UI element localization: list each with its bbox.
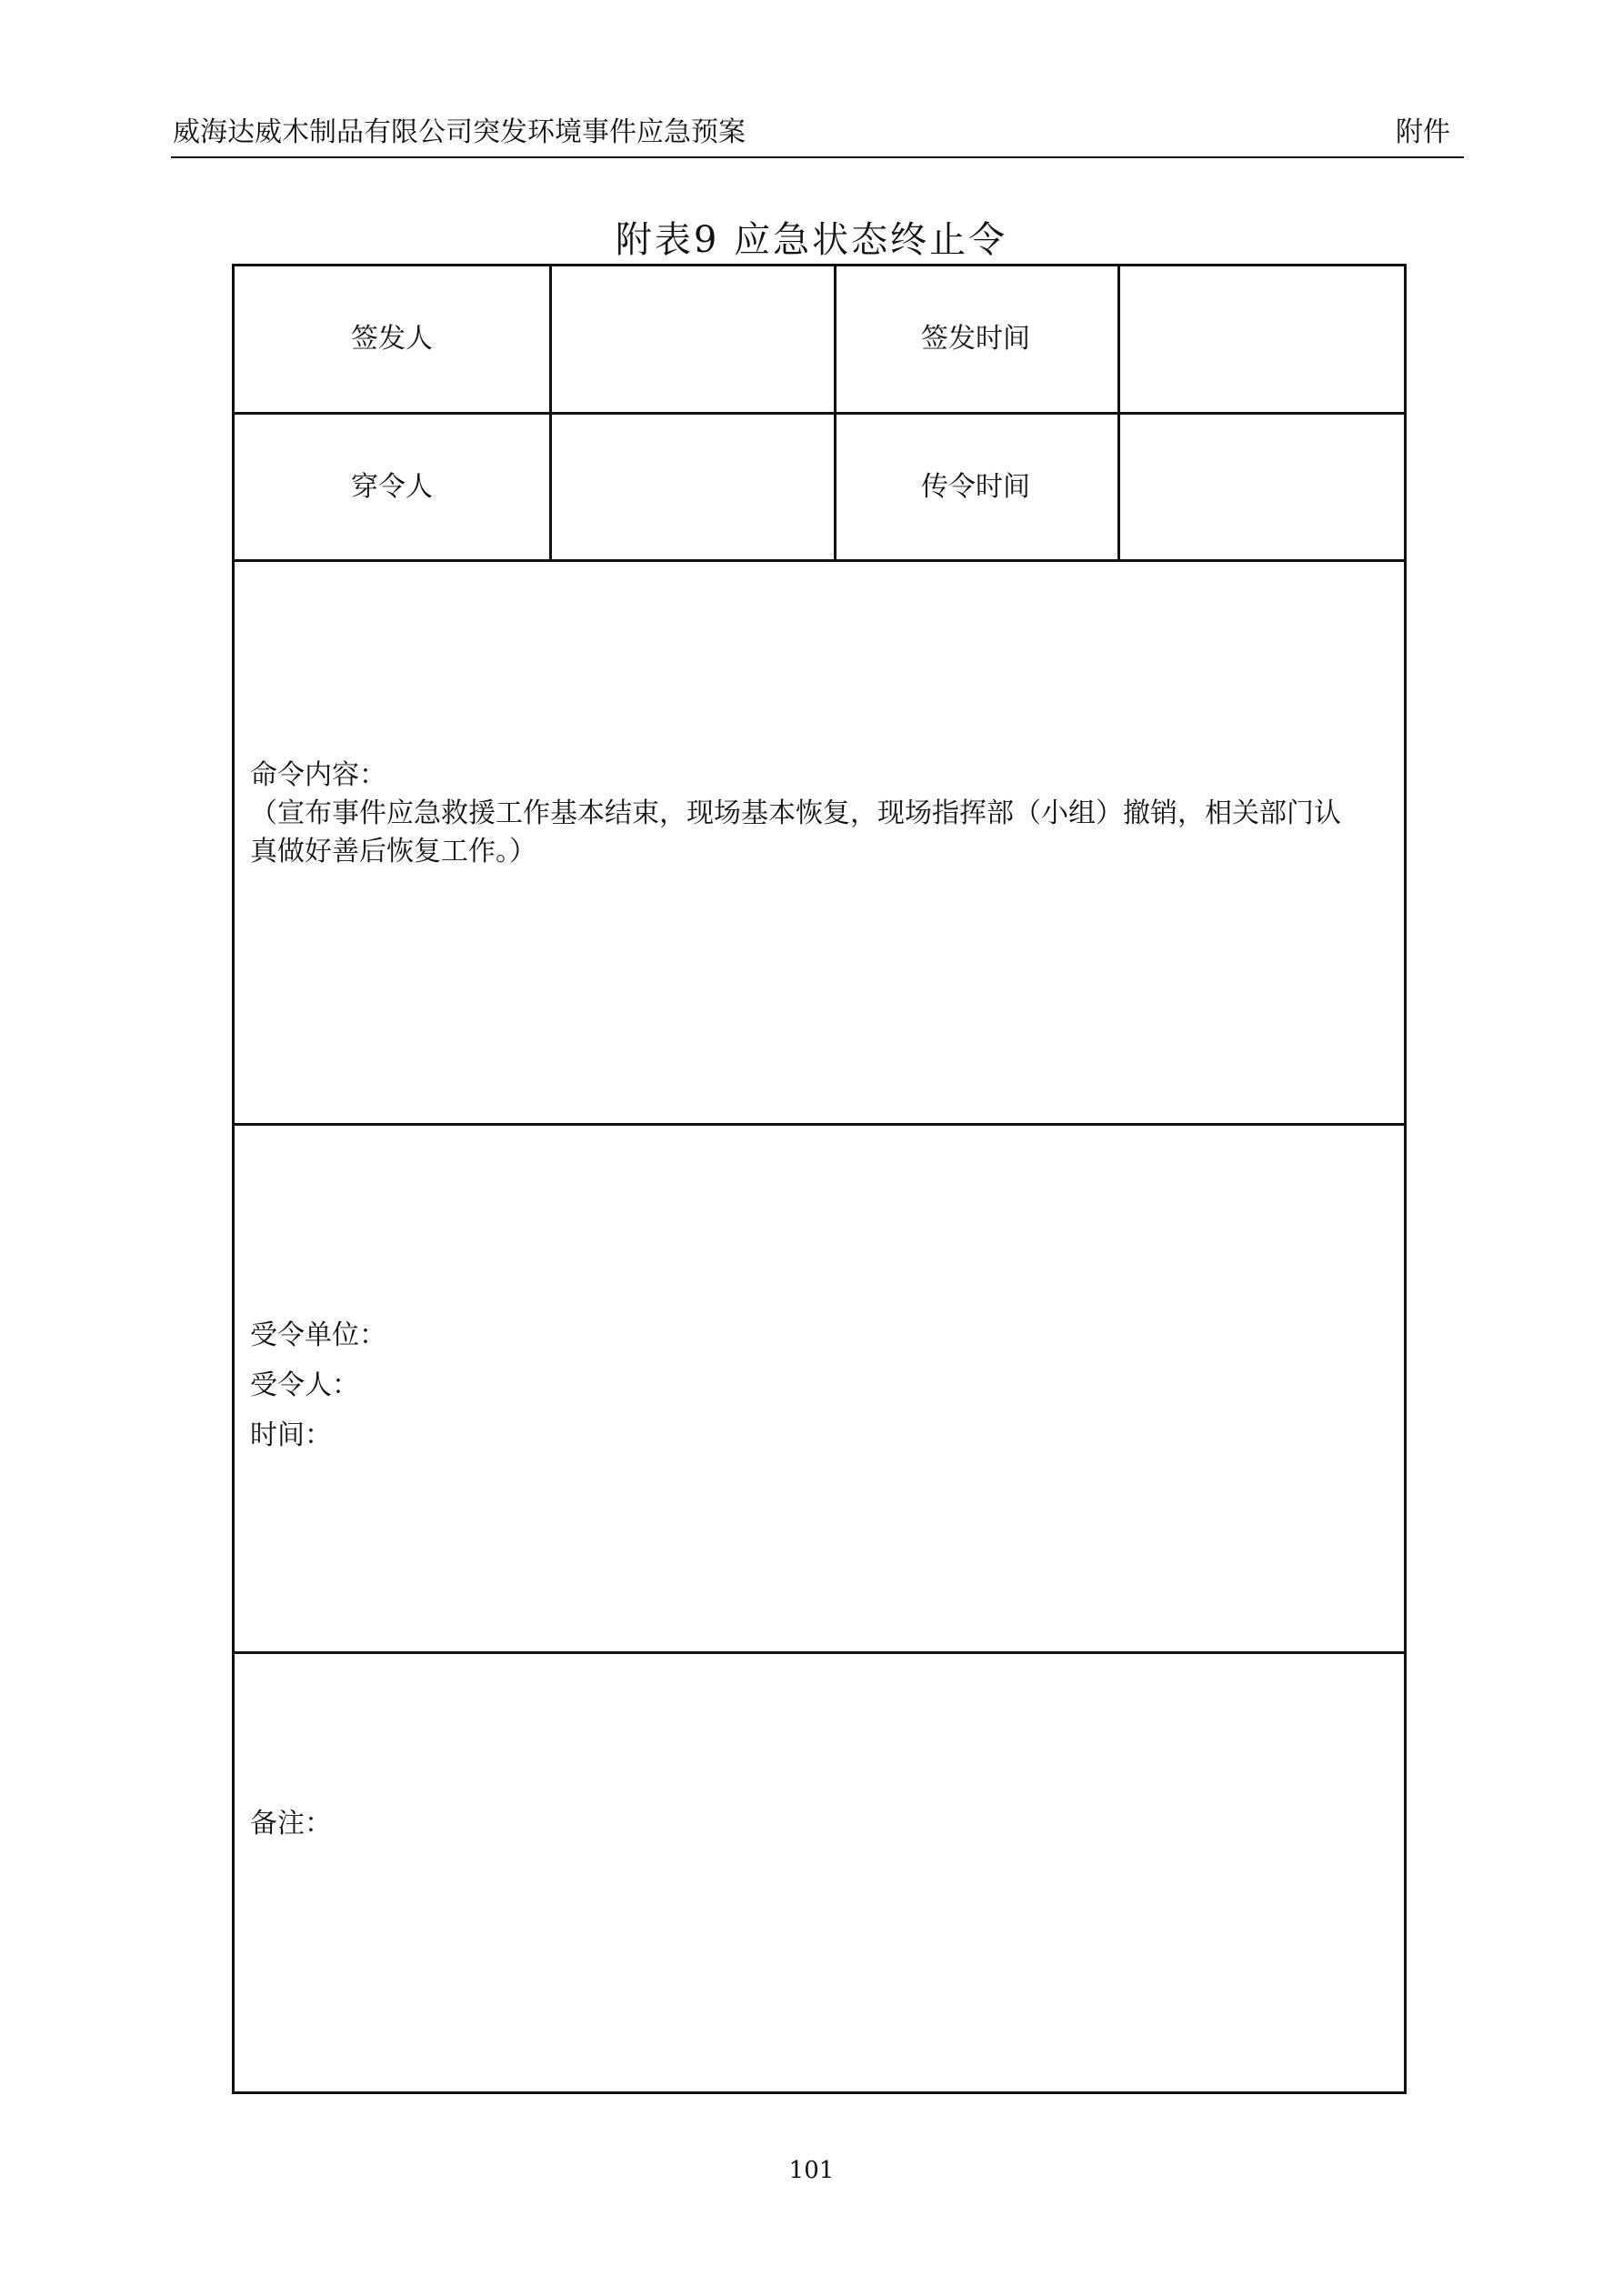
- issuer-field[interactable]: [552, 269, 831, 409]
- remarks-label: 备注：: [250, 1808, 332, 1840]
- order-content-section: [250, 757, 1341, 871]
- order-content-text-line-2: 真做好善后恢复工作。）: [250, 836, 536, 867]
- page-number: 101: [788, 2157, 835, 2184]
- order-content-text-line-1: （宣布事件应急救援工作基本结束，现场基本恢复，现场指挥部（小组）撤销，相关部门认: [250, 797, 1341, 829]
- document-header-section: 附件: [1396, 116, 1450, 148]
- termination-order-form: [232, 264, 1407, 2094]
- relayer-field[interactable]: [552, 417, 831, 556]
- issue-time-label: 签发时间: [921, 323, 1030, 355]
- receipt-section: [250, 1310, 386, 1460]
- issuer-label: 签发人: [351, 323, 433, 355]
- relayer-label: 穿令人: [351, 470, 433, 503]
- receipt-time-label: 时间：: [250, 1419, 332, 1451]
- document-header-title: 威海达威木制品有限公司突发环境事件应急预案: [173, 116, 746, 148]
- order-content-label: 命令内容：: [250, 759, 386, 791]
- row-divider-4: [235, 1651, 1404, 1654]
- relay-time-field[interactable]: [1120, 417, 1402, 556]
- page-title: 附表9 应急状态终止令: [615, 219, 1008, 261]
- header-divider: [171, 156, 1464, 158]
- row-divider-3: [235, 1123, 1404, 1126]
- relay-time-label: 传令时间: [921, 470, 1030, 503]
- receiving-unit-label: 受令单位：: [250, 1319, 386, 1351]
- recipient-label: 受令人：: [250, 1369, 359, 1401]
- issue-time-field[interactable]: [1120, 269, 1402, 409]
- row-divider-2: [235, 559, 1404, 562]
